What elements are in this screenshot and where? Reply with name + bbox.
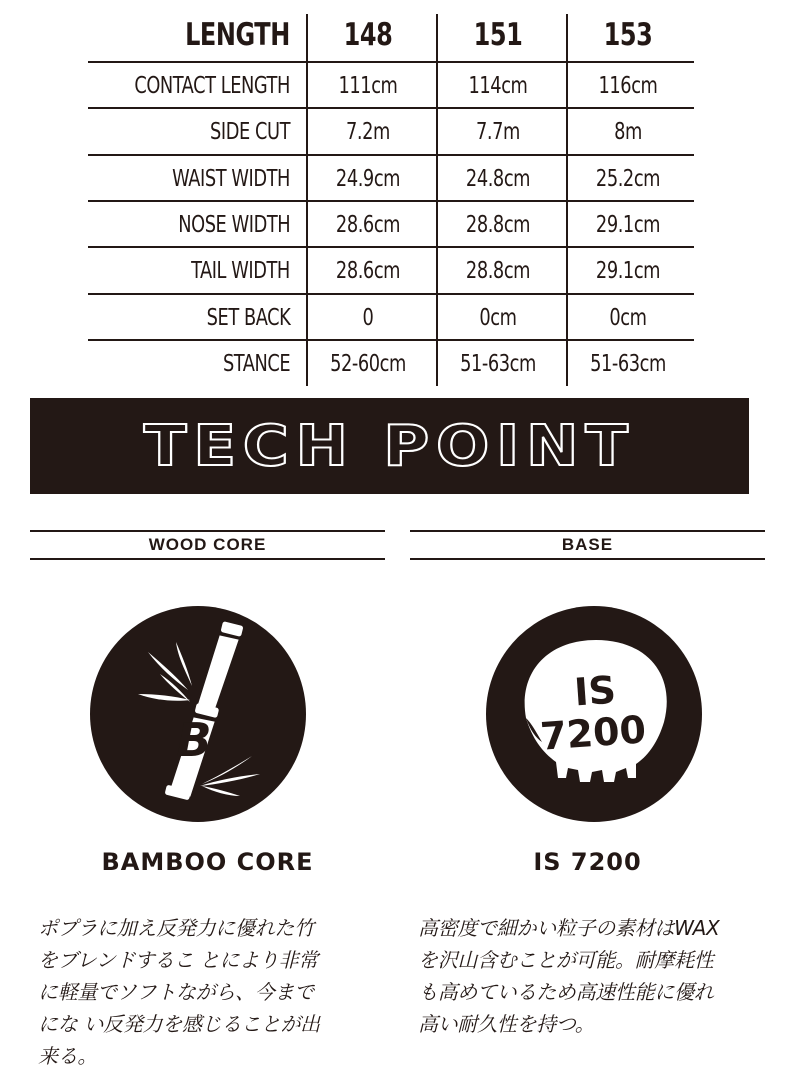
description-line: も高めているため高速性能に優れ <box>418 980 714 1004</box>
header-size: 153 <box>603 17 653 53</box>
row-value: 24.8cm <box>465 166 531 192</box>
row-value: 8m <box>614 119 642 145</box>
row-label: STANCE <box>222 351 290 377</box>
row-label: CONTACT LENGTH <box>134 73 290 99</box>
row-value: 7.2m <box>346 119 390 145</box>
bamboo-icon <box>90 606 306 822</box>
description-line: を沢山含むことが可能。耐摩耗性 <box>418 948 714 972</box>
tech-point-banner <box>30 398 749 494</box>
row-value: 52-60cm <box>330 351 406 377</box>
row-value: 116cm <box>598 73 658 99</box>
row-value: 0 <box>362 305 374 331</box>
row-value: 0cm <box>479 305 517 331</box>
table-row <box>88 293 694 341</box>
table-row <box>88 61 694 109</box>
feature-name: BAMBOO CORE <box>101 848 314 876</box>
row-value: 51-63cm <box>460 351 536 377</box>
row-label: SIDE CUT <box>209 119 290 145</box>
feature-wood-core <box>30 530 385 1068</box>
row-value: 25.2cm <box>595 166 661 192</box>
table-row <box>88 107 694 155</box>
description-line: 来る。 <box>38 1044 98 1068</box>
feature-header <box>410 530 765 560</box>
feature-description <box>38 912 383 1072</box>
feature-header <box>30 530 385 560</box>
table-row <box>88 200 694 248</box>
row-label: SET BACK <box>206 305 290 331</box>
skull-text-line: IS <box>572 667 618 715</box>
skull-text-line: 7200 <box>538 707 648 759</box>
row-value: 24.9cm <box>335 166 401 192</box>
row-value: 0cm <box>609 305 647 331</box>
table-row <box>88 154 694 202</box>
table-header-row <box>88 12 694 58</box>
row-value: 7.7m <box>476 119 520 145</box>
row-label: TAIL WIDTH <box>191 258 290 284</box>
row-value: 28.6cm <box>335 212 401 238</box>
row-value: 28.8cm <box>465 258 531 284</box>
feature-header-label: BASE <box>561 535 614 554</box>
bamboo-b-glyph: B <box>176 713 212 767</box>
row-value: 114cm <box>468 73 528 99</box>
row-value: 28.8cm <box>465 212 531 238</box>
description-line: ポプラに加え反発力に優れた竹 <box>38 916 314 940</box>
table-row <box>88 339 694 387</box>
header-size: 151 <box>473 17 523 53</box>
row-value: 28.6cm <box>335 258 401 284</box>
table-row <box>88 246 694 294</box>
header-size: 148 <box>343 17 393 53</box>
row-label: NOSE WIDTH <box>177 212 290 238</box>
row-value: 51-63cm <box>590 351 666 377</box>
description-line: にな い反発力を感じることが出 <box>38 1012 320 1036</box>
description-line: 高い耐久性を持つ。 <box>418 1012 595 1036</box>
feature-header-label: WOOD CORE <box>148 535 267 554</box>
description-line: をブレンドするこ とにより非常 <box>38 948 318 972</box>
description-line: 高密度で細かい粒子の素材はWAX <box>418 916 720 940</box>
feature-base <box>410 530 765 1036</box>
row-value: 29.1cm <box>595 212 661 238</box>
feature-description <box>418 912 763 1040</box>
spec-table <box>0 0 799 390</box>
description-line: に軽量でソフトながら、今まで <box>38 980 314 1004</box>
header-label: LENGTH <box>185 17 290 53</box>
skull-icon <box>486 606 702 822</box>
feature-name: IS 7200 <box>533 848 642 876</box>
row-value: 111cm <box>338 73 398 99</box>
row-value: 29.1cm <box>595 258 661 284</box>
row-label: WAIST WIDTH <box>172 166 290 192</box>
banner-title: TECH POINT <box>143 413 636 479</box>
